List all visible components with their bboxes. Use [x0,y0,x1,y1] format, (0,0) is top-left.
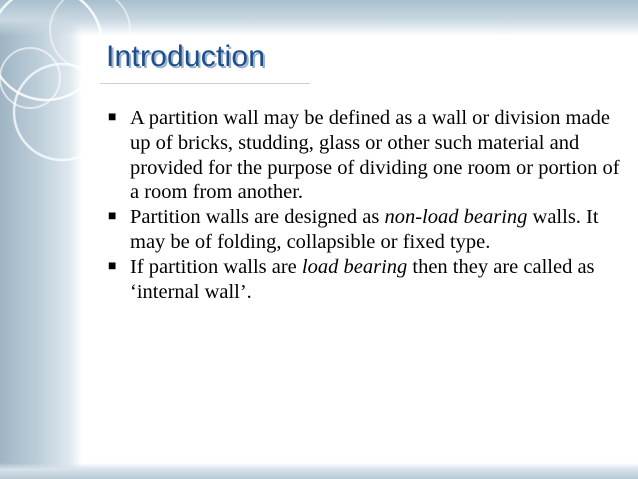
bullet-item [108,106,628,205]
bullet-text-italic: load bearing [301,255,408,278]
bullet-text: A partition wall may be defined as a wall or division made up of bricks, studding, glass or other such material and provided for the purpose of dividing one room or portion of a room from another. [130,107,620,204]
bullet-text-italic: non-load bearing [384,206,528,229]
bullet-square-icon: ■ [108,110,117,125]
slide-title: Introduction [106,40,266,73]
deco-circle-small [0,48,60,108]
bullet-square-icon: ■ [108,258,117,274]
deco-circle-large [0,0,102,100]
bullet-square-icon: ■ [108,209,117,225]
bullet-text: then they are called as ‘internal wall’. [130,255,595,303]
bullet-list [108,106,628,304]
deco-circle-medium [14,64,110,160]
bullet-item [108,205,628,255]
title-underline [100,83,310,84]
bullet-text: If partition walls are [130,255,302,278]
bullet-item [108,255,628,305]
bullet-text: Partition walls are designed as [130,206,385,229]
bullet-text: walls. It may be of folding, collapsible or fixed type. [130,206,599,253]
